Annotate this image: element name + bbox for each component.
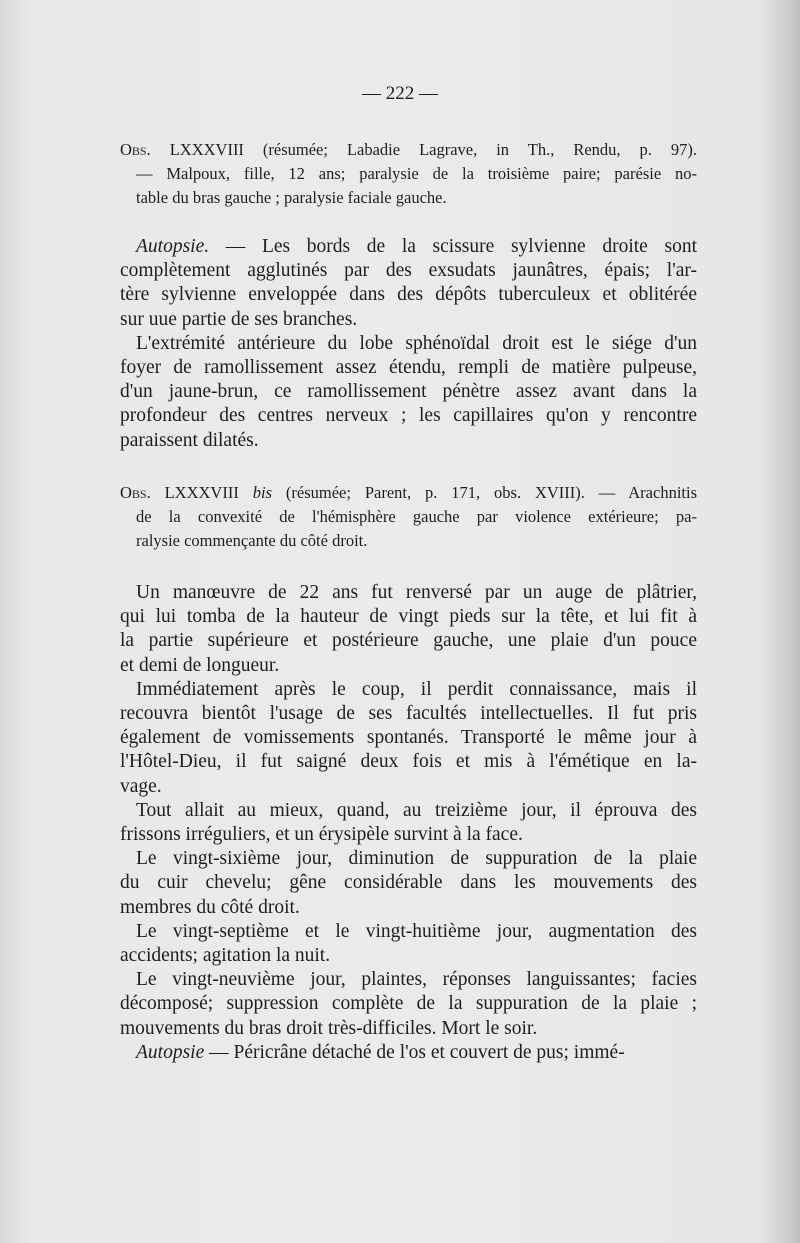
- text-line: [120, 750, 697, 774]
- text-line: [120, 308, 697, 332]
- text-line: [120, 1017, 697, 1041]
- text-segment: du cuir chevelu; gêne considérable dans les mouvements des: [120, 872, 697, 894]
- text-segment: Le vingt-neuvième jour, plaintes, réponses languissantes; facies: [136, 969, 697, 991]
- autopsie-section: [120, 235, 697, 453]
- text-line: [120, 605, 697, 629]
- text-segment: Immédiatement après le coup, il perdit connaissance, mais il: [136, 678, 697, 700]
- paragraph: [120, 799, 697, 847]
- text-line: [120, 726, 697, 750]
- text-line: [120, 992, 697, 1016]
- text-line: [120, 871, 697, 895]
- text-segment: paraissent dilatés.: [120, 429, 259, 451]
- text-segment: profondeur des centres nerveux ; les capillaires qu'on y rencontre: [120, 405, 697, 427]
- text-line: [120, 678, 697, 702]
- text-segment: — Les bords de la scissure sylvienne droite sont: [209, 236, 697, 257]
- text-line: [120, 1041, 697, 1065]
- text-line: [120, 429, 697, 453]
- text-segment: LXXXVIII (résumée; Labadie Lagrave, in Th., Rendu, p. 97).: [150, 140, 697, 159]
- text-segment: Le vingt-septième et le vingt-huitième jour, augmentation des: [136, 920, 697, 942]
- page-number: — 222 —: [362, 83, 438, 104]
- text-segment: membres du côté droit.: [120, 896, 300, 918]
- text-line: [120, 481, 697, 505]
- text-segment: et demi de longueur.: [120, 654, 280, 676]
- text-line: [120, 629, 697, 653]
- text-line: [120, 968, 697, 992]
- text-segment: de la convexité de l'hémisphère gauche par violence extérieure; pa-: [136, 507, 697, 526]
- text-segment: mouvements du bras droit très-difficiles. Mort le soir.: [120, 1017, 538, 1039]
- text-line: [120, 235, 697, 259]
- text-segment: qui lui tomba de la hauteur de vingt pieds sur la tête, et lui fit à: [120, 606, 697, 628]
- text-segment: recouvra bientôt l'usage de ses facultés intellectuelles. Il fut pris: [120, 703, 697, 725]
- text-line: [120, 799, 697, 823]
- text-segment: d'un jaune-brun, ce ramollissement pénètre assez avant dans la: [120, 381, 697, 403]
- text-line: [120, 654, 697, 678]
- text-line: [120, 283, 697, 307]
- text-line: [120, 259, 697, 283]
- paragraph: [120, 678, 697, 799]
- text-segment: sur uue partie de ses branches.: [120, 308, 358, 330]
- text-segment: LXXXVIII: [150, 483, 253, 502]
- text-segment: tère sylvienne enveloppée dans des dépôts tuberculeux et oblitérée: [120, 284, 697, 306]
- text-segment: vage.: [120, 775, 162, 797]
- observation-88-header: [120, 138, 697, 210]
- text-segment: frissons irréguliers, et un érysipèle survint à la face.: [120, 824, 523, 846]
- text-line: [120, 529, 697, 553]
- text-segment: bis: [252, 483, 272, 502]
- paragraph: [120, 968, 697, 1041]
- text-line: [120, 162, 697, 186]
- case-narrative: [120, 581, 697, 1065]
- text-line: [120, 332, 697, 356]
- text-line: [120, 775, 697, 799]
- observation-88-bis-header: [120, 481, 697, 553]
- paragraph: [120, 235, 697, 332]
- text-segment: Un manœuvre de 22 ans fut renversé par un auge de plâtrier,: [136, 582, 697, 603]
- text-line: [120, 847, 697, 871]
- text-segment: également de vomissements spontanés. Transporté le même jour à: [120, 727, 697, 749]
- text-segment: foyer de ramollissement assez étendu, rempli de matière pulpeuse,: [120, 357, 697, 379]
- text-line: [120, 944, 697, 968]
- text-segment: la partie supérieure et postérieure gauche, une plaie d'un pouce: [120, 630, 697, 652]
- text-line: [120, 505, 697, 529]
- text-line: [120, 186, 697, 210]
- paragraph: [120, 847, 697, 920]
- text-segment: Obs.: [120, 140, 151, 159]
- text-segment: Autopsie: [136, 1041, 205, 1063]
- text-segment: Le vingt-sixième jour, diminution de suppuration de la plaie: [136, 848, 697, 870]
- text-segment: décomposé; suppression complète de la suppuration de la plaie ;: [120, 993, 697, 1015]
- text-line: [120, 380, 697, 404]
- paragraph: [120, 1041, 697, 1065]
- paragraph: [120, 581, 697, 678]
- text-segment: L'extrémité antérieure du lobe sphénoïdal droit est le siége d'un: [136, 332, 697, 354]
- text-segment: complètement agglutinés par des exsudats jaunâtres, épais; l'ar-: [120, 260, 697, 282]
- paragraph: [120, 920, 697, 968]
- text-segment: — Péricrâne détaché de l'os et couvert de pus; immé-: [204, 1041, 625, 1063]
- text-segment: l'Hôtel-Dieu, il fut saigné deux fois et mis à l'émétique en la-: [120, 751, 697, 773]
- text-segment: table du bras gauche ; paralysie faciale gauche.: [136, 188, 447, 207]
- text-segment: — Malpoux, fille, 12 ans; paralysie de la troisième paire; parésie no-: [136, 164, 697, 183]
- text-segment: accidents; agitation la nuit.: [120, 945, 331, 967]
- text-line: [120, 581, 697, 605]
- text-line: [120, 702, 697, 726]
- text-segment: (résumée; Parent, p. 171, obs. XVIII). — Arachnitis: [272, 483, 697, 502]
- text-line: [120, 356, 697, 380]
- paragraph: [120, 332, 697, 453]
- text-segment: ralysie commençante du côté droit.: [136, 531, 368, 550]
- text-line: [120, 138, 697, 162]
- text-line: [120, 896, 697, 920]
- text-line: [120, 404, 697, 428]
- text-line: [120, 920, 697, 944]
- text-segment: Tout allait au mieux, quand, au treizième jour, il éprouva des: [136, 799, 697, 821]
- text-line: [120, 823, 697, 847]
- text-segment: Obs.: [120, 483, 151, 502]
- text-segment: Autopsie.: [136, 236, 210, 257]
